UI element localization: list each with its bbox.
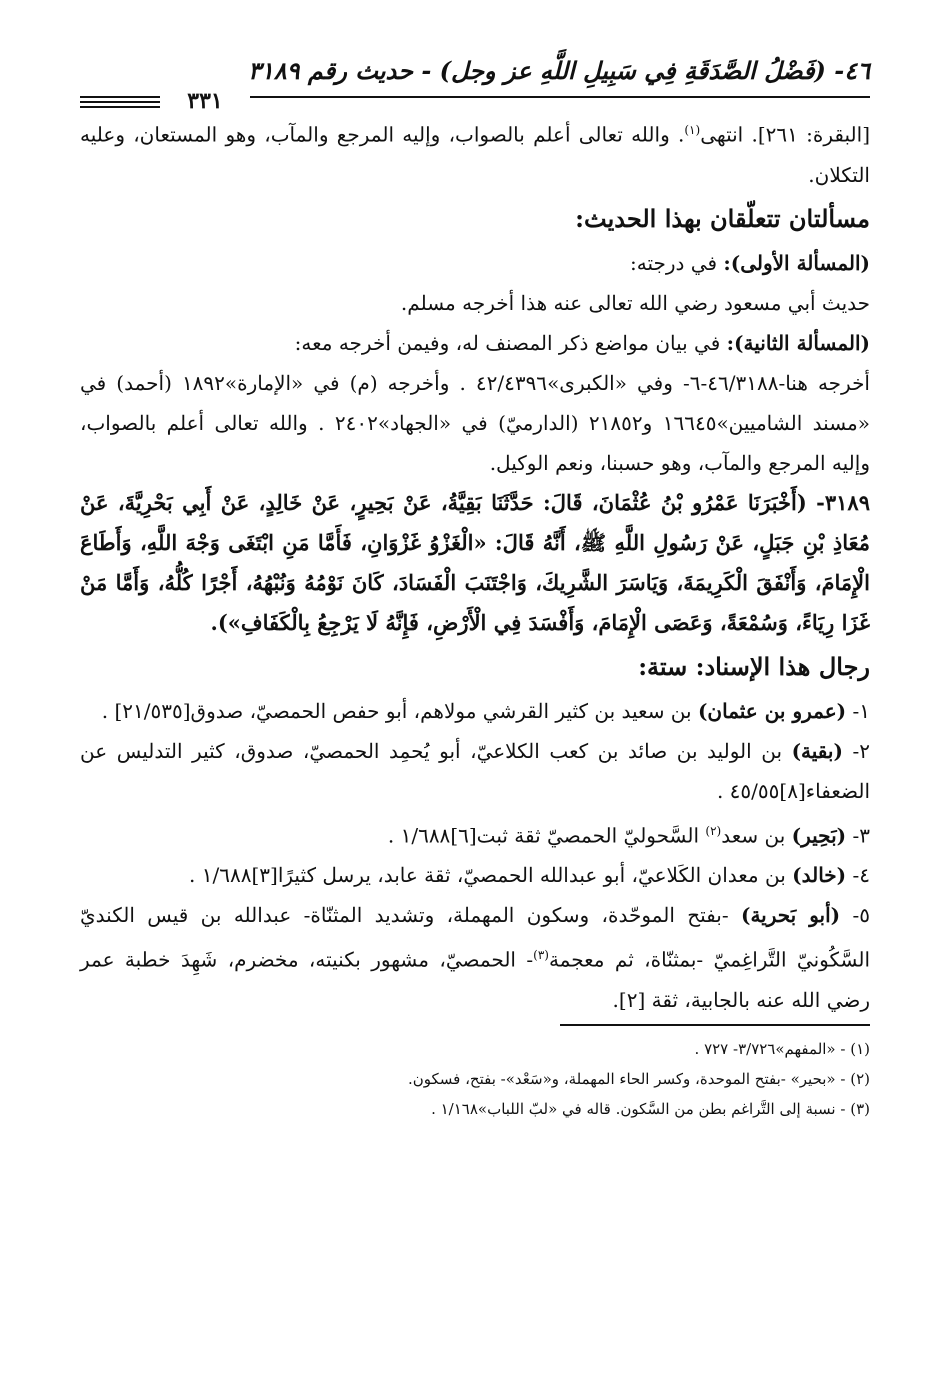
- header-triple-rule: [80, 96, 160, 111]
- issue1-body: حديث أبي مسعود رضي الله تعالى عنه هذا أخرجه مسلم.: [400, 290, 870, 315]
- narrator-text: بن الوليد بن صائد بن كعب الكلاعيّ، أبو يُحمِد الحمصيّ، صدوق، كثير التدليس عن الضعفاء[٨]٤٥/٥٥ .: [80, 738, 870, 803]
- issue1-line: [80, 243, 870, 283]
- page-body: [80, 110, 870, 1020]
- narrator-name: (أبو بَحرية): [740, 903, 841, 928]
- footnote-1: (١) - «المفهم»٣/٧٢٦- ٧٢٧ .: [694, 1039, 870, 1058]
- issue1-label: (المسألة الأولى):: [723, 250, 870, 275]
- narrators-heading: رجال هذا الإسناد: ستة:: [638, 651, 870, 681]
- issue1-text: في درجته:: [630, 250, 724, 275]
- header-title: ٤٦- (فَضْلُ الصَّدَقَةِ فِي سَبِيلِ اللَّهِ عز وجل) - حديث رقم ٣١٨٩: [248, 56, 870, 85]
- issue2-text: في بيان مواضع ذكر المصنف له، وفيمن أخرجه معه:: [294, 330, 727, 355]
- narrator-2: [80, 731, 870, 811]
- narrator-text-cont: السَّحوليّ الحمصيّ ثقة ثبت[٦]١/٦٨٨ .: [387, 823, 706, 848]
- footnote-3: (٣) - نسبة إلى التَّراغم بطن من السَّكون. قاله في «لبّ اللباب»١/١٦٨ .: [431, 1099, 870, 1118]
- narrator-1: [80, 691, 870, 731]
- footnote-separator: [560, 1024, 870, 1026]
- issue2-label: (المسألة الثانية):: [726, 330, 870, 355]
- header-rule: [250, 96, 870, 98]
- narrator-name: (عمرو بن عثمان): [697, 698, 847, 723]
- narrator-number: ١-: [846, 698, 870, 723]
- narrator-5: [80, 895, 870, 1020]
- page-number: ٣٣١: [166, 88, 244, 114]
- narrator-number: ٣-: [846, 823, 870, 848]
- footnote-ref-3: (٣): [533, 948, 549, 963]
- narrator-4: [80, 855, 870, 895]
- footnote-2: (٢) - «بحير» -بفتح الموحدة، وكسر الحاء المهملة، و«سَعْد»- بفتح، فسكون.: [407, 1069, 870, 1088]
- issue2-body: أخرجه هنا-٤٦/٣١٨٨-٦- وفي «الكبرى»٤٢/٤٣٩٦ . وأخرجه (م) في «الإمارة»١٨٩٢ (أحمد) في «مسند الشاميين»١٦٦٤٥ و٢١٨٥٢ (الدارميّ) في «الجهاد»٢٤٠٢ . والله تعالى أعلم بالصواب، وإليه المرجع والمآب، وهو حسبنا، ونعم الوكيل.: [80, 370, 871, 475]
- narrator-name: (بقية): [791, 738, 843, 763]
- narrator-number: ٢-: [842, 738, 870, 763]
- narrator-text: -بفتح الموحّدة، وسكون المهملة، وتشديد المثنّاة- عبدالله بن قيس الكنديّ السَّكُونيّ التَّراغِميّ -بمثنّاة، ثم معجمة: [80, 903, 871, 972]
- narrator-name: (خالد): [792, 863, 847, 888]
- page-header: [80, 52, 870, 114]
- narrator-text: بن سعيد بن كثير القرشي مولاهم، أبو حفص الحمصيّ، صدوق[٢١/٥٣٥] .: [101, 698, 698, 723]
- intro-paragraph: [80, 110, 870, 195]
- narrator-3: [80, 811, 870, 856]
- narrator-text: بن معدان الكَلاعيّ، أبو عبدالله الحمصيّ، ثقة عابد، يرسل كثيرًا[٣]١/٦٨٨ .: [189, 863, 793, 888]
- issues-heading: مسألتان تتعلّقان بهذا الحديث:: [575, 203, 870, 233]
- footnote-ref-2: (٢): [705, 823, 722, 838]
- page: [80, 52, 870, 1124]
- intro-text-cont: . والله تعالى أعلم بالصواب، وإليه المرجع والمآب، وهو المستعان، وعليه التكلان.: [80, 122, 870, 187]
- narrator-text-cont: - الحمصيّ، مشهور بكنيته، مخضرم، شَهِدَ خطبة عمر رضي الله عنه بالجابية، ثقة [٢].: [80, 947, 870, 1012]
- intro-text: [البقرة: ٢٦١]. انتهى: [700, 122, 870, 147]
- hadith-text: ٣١٨٩- (أَخْبَرَنَا عَمْرُو بْنُ عُثْمَانَ، قَالَ: حَدَّثَنَا بَقِيَّةُ، عَنْ بَحِيرٍ، عَنْ خَالِدٍ، عَنْ أَبِي بَحْرِيَّةَ، عَنْ مُعَاذِ بْنِ جَبَلٍ، عَنْ رَسُولِ اللَّهِ ﷺ، أَنَّهُ قَالَ: «الْغَزْوُ غَزْوَانِ، فَأَمَّا مَنِ ابْتَغَى وَجْهَ اللَّهِ، وَأَطَاعَ الْإِمَامَ، وَأَنْفَقَ الْكَرِيمَةَ، وَيَاسَرَ الشَّرِيكَ، وَاجْتَنَبَ الْفَسَادَ، كَانَ نَوْمُهُ وَنُبْهُهُ، أَجْرًا كُلُّهُ، وَأَمَّا مَنْ غَزَا رِيَاءً، وَسُمْعَةً، وَعَصَى الْإِمَامَ، وَأَفْسَدَ فِي الْأَرْضِ، فَإِنَّهُ لَا يَرْجِعُ بِالْكَفَافِ»).: [80, 489, 870, 635]
- issue2-line: [80, 323, 870, 363]
- narrator-number: ٥-: [840, 903, 870, 928]
- narrator-text: بن سعد: [721, 823, 792, 848]
- footnote-ref-1: (١): [684, 123, 701, 137]
- footnotes: [80, 1034, 870, 1124]
- narrator-number: ٤-: [846, 863, 870, 888]
- narrator-name: (بَحِير): [791, 823, 847, 848]
